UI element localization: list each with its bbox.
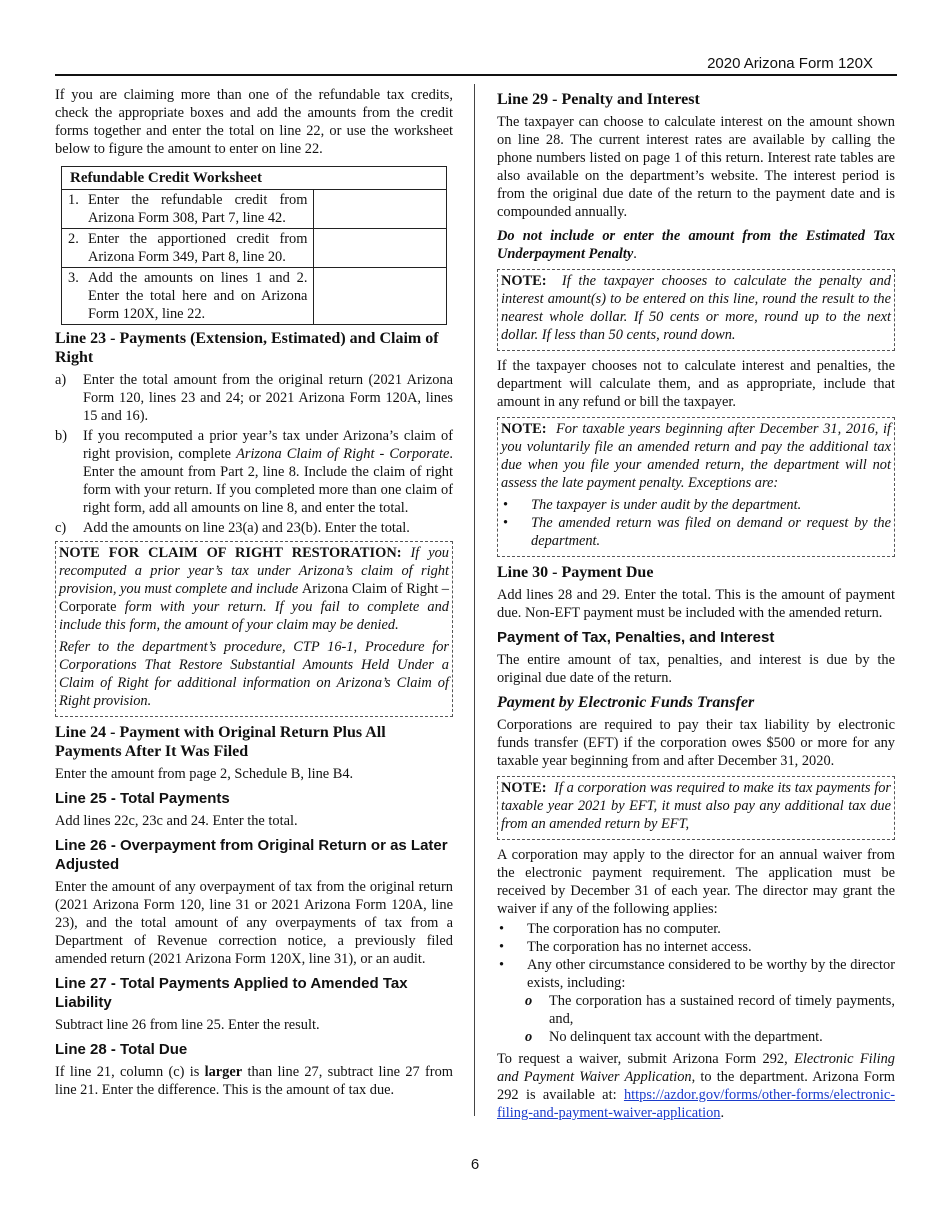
note-label: NOTE FOR CLAIM OF RIGHT RESTORATION:	[59, 545, 402, 561]
worksheet-amount-cell	[314, 268, 447, 325]
item-text: The corporation has no computer.	[527, 921, 721, 937]
left-column	[55, 86, 453, 1105]
claim-of-right-note: NOTE FOR CLAIM OF RIGHT RESTORATION: If you recomputed a prior year’s tax under Arizona’s claim of right provision, you must complete and include Arizona Claim of Right – Corporate form with your return. If you fail to complete and include this form, the amount of your claim may be denied. Refer to the department’s procedure, CTP 16-1, Procedure for Corporations That Restore Substantial Amounts Held Under a Claim of Right for additional information on Arizona’s Claim of Right provision.	[55, 541, 453, 717]
note-label: NOTE:	[501, 780, 547, 796]
worksheet-title: Refundable Credit Worksheet	[62, 167, 447, 190]
eft-heading: Payment by Electronic Funds Transfer	[497, 694, 755, 711]
payment-tax-heading: Payment of Tax, Penalties, and Interest	[497, 629, 775, 646]
list-item: • The corporation has no computer.	[497, 920, 895, 938]
eft-note	[497, 776, 895, 840]
line23-list	[55, 371, 453, 537]
rounding-note	[497, 269, 895, 351]
page-number: 6	[470, 1156, 480, 1173]
taxable-years-note	[497, 417, 895, 557]
line26-heading: Line 26 - Overpayment from Original Return or as Later Adjusted	[55, 837, 448, 873]
item-text: Add the amounts on line 23(a) and 23(b). Enter the total.	[83, 520, 410, 536]
line28-heading: Line 28 - Total Due	[55, 1041, 188, 1058]
line23-heading: Line 23 - Payments (Extension, Estimated) and Claim of Right	[55, 330, 439, 366]
worksheet-row-num: 2.	[68, 231, 79, 247]
list-item: o The corporation has a sustained record of timely payments, and,	[525, 993, 895, 1027]
worksheet-row-text: Enter the refundable credit from Arizona Form 308, Part 7, line 42.	[88, 192, 308, 226]
line24-heading: Line 24 - Payment with Original Return Plus All Payments After It Was Filed	[55, 724, 386, 760]
worksheet-row-text: Add the amounts on lines 1 and 2. Enter the total here and on Arizona Form 120X, line 22.	[88, 270, 308, 322]
item-text: Any other circumstance considered to be worthy by the director exists, including:	[527, 957, 895, 991]
item-text: Enter the total amount from the original return (2021 Arizona Form 120, lines 23 and 24; or 2021 Arizona Form 120A, lines 15 and 16).	[83, 372, 453, 424]
refundable-credit-worksheet	[61, 166, 447, 325]
line28-text: If line 21, column (c) is larger than line 27, subtract line 27 from line 21. Enter the difference. This is the amount of tax due.	[55, 1064, 453, 1098]
worksheet-row-num: 3.	[68, 270, 79, 286]
item-text: The corporation has a sustained record of timely payments, and,	[549, 993, 895, 1027]
list-item	[55, 371, 453, 425]
list-item: • The corporation has no internet access.	[497, 938, 895, 956]
line29-heading: Line 29 - Penalty and Interest	[497, 91, 700, 108]
waiver-form-link[interactable]: https://azdor.gov/forms/other-forms/electronic-filing-and-payment-waiver-application	[497, 1087, 895, 1121]
item-label: a)	[55, 372, 67, 388]
waiver-text: A corporation may apply to the director for an annual waiver from the electronic payment requirement. The application must be received by December 31 of each year. The director may grant the waiver if any of the following applies:	[497, 847, 895, 917]
list-item: • The taxpayer is under audit by the department.	[501, 496, 891, 514]
line29-text: The taxpayer can choose to calculate interest on the amount shown on line 28. The current interest rates are available by calling the phone numbers listed on page 1 of this return. Interest rate tables are also available on the department’s website. The interest period is from the original due date of the return to the payment date and is compounded annually.	[497, 114, 895, 220]
worksheet-row-num: 1.	[68, 192, 79, 208]
waiver-list	[497, 920, 895, 1046]
item-text: No delinquent tax account with the department.	[549, 1029, 823, 1045]
worksheet-amount-cell	[314, 190, 447, 229]
list-item: • Any other circumstance considered to be worthy by the director exists, including:	[499, 957, 895, 991]
exceptions-list	[501, 496, 891, 550]
item-text: The corporation has no internet access.	[527, 939, 752, 955]
line26-text: Enter the amount of any overpayment of tax from the original return (2021 Arizona Form 120, line 31 or 2021 Arizona Form 120A, line 23), and the total amount of any overpayments of tax from a Department of Revenue correction notice, a previously filed amended return (2021 Arizona Form 120X, line 31), or an audit.	[55, 879, 453, 967]
worksheet-row	[62, 268, 447, 325]
line30-text: Add lines 28 and 29. Enter the total. This is the amount of payment due. Non-EFT payment must be included with the amended return.	[497, 587, 895, 621]
right-column	[497, 86, 895, 1128]
note-paragraph: Refer to the department’s procedure, CTP 16-1, Procedure for Corporations That Restore Substantial Amounts Held Under a Claim of Right for additional information on Arizona’s Claim of Right provision.	[59, 639, 449, 709]
note-text: If a corporation was required to make its tax payments for taxable year 2021 by EFT, it must also pay any additional tax due from an amended return by EFT,	[501, 780, 891, 832]
list-item: o No delinquent tax account with the department.	[497, 1028, 895, 1046]
list-item	[55, 519, 453, 537]
item-text: The taxpayer is under audit by the department.	[531, 497, 802, 513]
list-item: • The amended return was filed on demand or request by the department.	[503, 515, 891, 549]
note-label: NOTE:	[501, 421, 547, 437]
note-text: For taxable years beginning after December 31, 2016, if you voluntarily file an amended return and pay the additional tax due when you file your amended return, the department will not assess the late payment penalty. Exceptions are:	[501, 421, 891, 491]
form-header-title: 2020 Arizona Form 120X	[707, 55, 873, 72]
note-text: If the taxpayer chooses to calculate the penalty and interest amount(s) to be entered on this line, round the result to the nearest whole dollar. If 50 cents or more, round up to the next dollar. If less than 50 cents, round down.	[501, 273, 891, 343]
line27-heading: Line 27 - Total Payments Applied to Amended Tax Liability	[55, 975, 408, 1011]
line25-heading: Line 25 - Total Payments	[55, 790, 230, 807]
line27-text: Subtract line 26 from line 25. Enter the result.	[55, 1017, 320, 1033]
worksheet-row-text: Enter the apportioned credit from Arizona Form 349, Part 8, line 20.	[88, 231, 308, 265]
line25-text: Add lines 22c, 23c and 24. Enter the total.	[55, 813, 298, 829]
note-label: NOTE:	[501, 273, 547, 289]
item-text: The amended return was filed on demand or request by the department.	[531, 515, 891, 549]
worksheet-amount-cell	[314, 229, 447, 268]
item-label: c)	[55, 520, 67, 536]
form-name: Arizona Claim of Right – Corporate	[59, 581, 449, 615]
line30-heading: Line 30 - Payment Due	[497, 564, 654, 581]
column-divider	[474, 84, 475, 1116]
worksheet-row	[62, 229, 447, 268]
choose-not-text: If the taxpayer chooses not to calculate interest and penalties, the department will calculate them, and as appropriate, include that amount in any refund or bill the taxpayer.	[497, 358, 895, 410]
intro-paragraph: If you are claiming more than one of the refundable tax credits, check the appropriate boxes and add the amounts from the credit forms together and enter the total on line 22, or use the worksheet below to figure the amount to enter on line 22.	[55, 87, 453, 157]
eft-text: Corporations are required to pay their tax liability by electronic funds transfer (EFT) if the corporation owes $500 or more for any taxable year beginning from and after December 31, 2020.	[497, 717, 895, 769]
penalty-warning: Do not include or enter the amount from the Estimated Tax Underpayment Penalty.	[497, 228, 895, 262]
list-item	[55, 427, 453, 517]
header-rule	[55, 74, 897, 76]
item-text: If you recomputed a prior year’s tax under Arizona’s claim of right provision, complete Arizona Claim of Right - Corporate. Enter the amount from Part 2, line 8. Include the claim of right form with your return. If you completed more than one claim of right form, add all amounts on line 8, and enter the total.	[83, 428, 454, 516]
line24-text: Enter the amount from page 2, Schedule B, line B4.	[55, 766, 354, 782]
item-label: b)	[55, 428, 67, 444]
waiver-sublist	[497, 992, 895, 1046]
worksheet-row	[62, 190, 447, 229]
payment-tax-text: The entire amount of tax, penalties, and interest is due by the original due date of the return.	[497, 652, 895, 686]
waiver-request-text: To request a waiver, submit Arizona Form 292, Electronic Filing and Payment Waiver Application, to the department. Arizona Form 292 is available at: https://azdor.gov/forms/other-forms/electronic-filing-and-payment-waiver-application.	[497, 1051, 895, 1121]
